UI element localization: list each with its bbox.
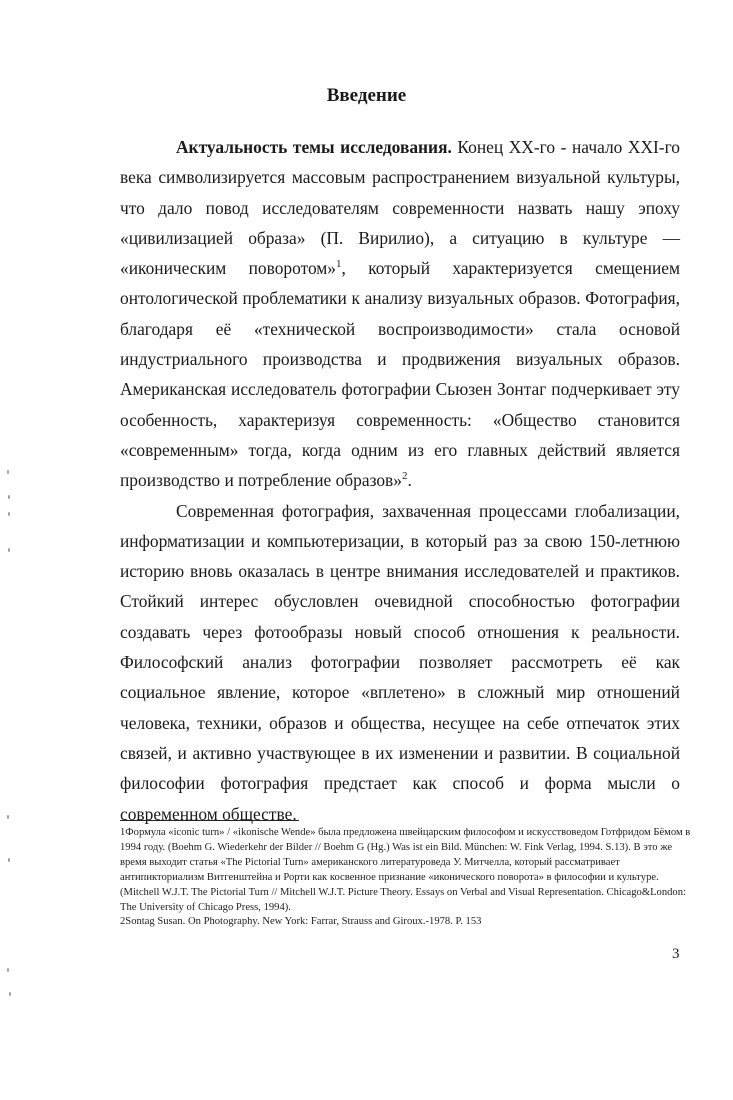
page-number: 3 xyxy=(672,946,680,962)
paragraph-lead: Актуальность темы исследования. xyxy=(176,137,452,157)
footnote-ref-2[interactable]: 2 xyxy=(401,470,408,483)
scan-speck xyxy=(9,992,11,996)
footnote-2: 2Sontag Susan. On Photography. New York: Farrar, Strauss and Giroux.-1978. P. 153 xyxy=(120,916,482,928)
page-title: Введение xyxy=(326,85,407,106)
main-text xyxy=(120,132,680,829)
footnote-1: 1Формула «iconic turn» / «ikonische Wende» была предложена швейцарским философом и искусствоведом Готфридом Бёмом в 1994 году. (Boehm G. Wiederkehr der Bilder // Boehm G (Hg.) Was ist ein Bild. München: W. Fink Verlag, 1994. S.13). В это же время выходит статья «The Pictorial Turn» американского литературоведа У. Митчелла, который рассматривает антипикториализм Витгенштейна и Рорти как косвенное признание «иконического поворота» в философии и культуре. (Mitchell W.J.T. The Pictorial Turn // Mitchell W.J.T. Picture Theory. Essays on Verbal and Visual Representation. Chicago&London: The University of Chicago Press, 1994). xyxy=(120,827,691,913)
scan-speck xyxy=(7,815,9,819)
paragraph-photography: Современная фотография, захваченная процессами глобализации, информатизации и компьютеризации, в который раз за свою 150-летнюю историю вновь оказалась в центре внимания исследователей и практиков. Стойкий интерес обусловлен очевидной способностью фотографии создавать через фотообразы новый способ отношения к реальности. Философский анализ фотографии позволяет рассмотреть её как социальное явление, которое «вплетено» в сложный мир отношений человека, техники, образов и общества, несущее на себе отпечаток этих связей, и активно участвующее в их изменении и развитии. В социальной философии фотография предстает как способ и форма мысли о современном обществе. xyxy=(120,500,680,824)
footnote-ref-1[interactable]: 1 xyxy=(336,258,342,271)
footnote-divider xyxy=(120,820,299,821)
scan-speck xyxy=(8,858,10,862)
paragraph-text: . xyxy=(407,470,412,491)
scan-speck xyxy=(7,968,9,972)
paragraph-relevance xyxy=(120,132,680,496)
scan-speck xyxy=(7,470,9,474)
footnotes xyxy=(120,826,692,930)
scan-speck xyxy=(8,548,10,552)
paragraph-text: , который характеризуется смещением онтологической проблематики к анализу визуальных образов. Фотография, благодаря её «технической воспроизводимости» стала основой индустриального производства и продвижения визуальных образов. Американская исследователь фотографии Сьюзен Зонтаг подчеркивает эту особенность, характеризуя современность: «Общество становится «современным» тогда, когда одним из его главных действий является производство и потребление образов» xyxy=(120,258,680,491)
scan-speck xyxy=(8,512,10,516)
scan-speck xyxy=(8,495,10,499)
paragraph-text: Конец ХХ-го - начало XXI-го века символизируется массовым распространением визуальной культуры, что дало повод исследователям современности назвать нашу эпоху «цивилизацией образа» (П. Вирилио), а ситуацию в культуре — «иконическим поворотом» xyxy=(120,137,680,279)
